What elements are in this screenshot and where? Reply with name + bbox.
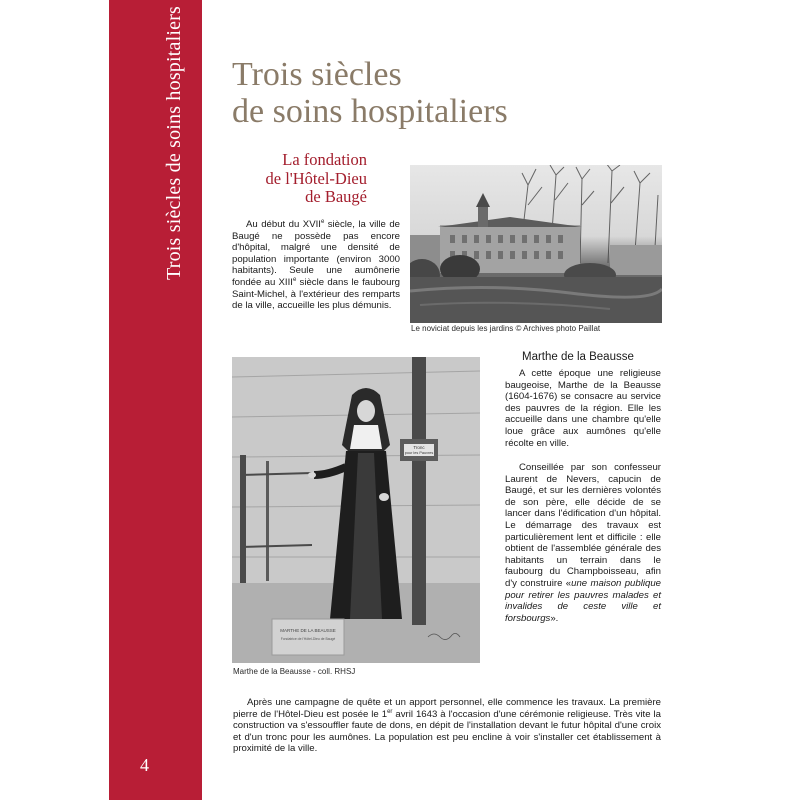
noviciat-photo [410, 165, 662, 323]
marthe-paragraph-1: A cette époque une religieuse baugeoise, Marthe de la Beausse (1604-1676) se consacre au service des pauvres de la région. Elle les accueille dans une chambre qu'elle loue grâce aux aumônes qu'elle récolte en ville. [505, 368, 661, 449]
section-title-line3: de Baugé [305, 187, 367, 206]
marthe-paragraph-2-end: ». [550, 612, 559, 624]
intro-text-3: siècle dans le faubourg Saint-Michel, à l'extérieur des remparts de la ville, accueille les plus démunis. [232, 276, 400, 312]
portrait-card-line1: MARTHE DE LA BEAUSSE [280, 628, 336, 633]
noviciat-photo-drawing [410, 165, 662, 323]
closing-text-1: Après une campagne de quête et un apport personnel, elle commence les travaux. La première pierre de l'Hôtel-Dieu est posée le 1 [233, 697, 661, 720]
marthe-paragraph-2 [505, 462, 661, 624]
closing-paragraph [233, 697, 661, 755]
sidebar-title-text: Trois siècles de soins hospitaliers [163, 5, 185, 280]
intro-paragraph [232, 219, 400, 312]
portrait-card-line2: Fondatrice de l'Hôtel-Dieu de Baugé [280, 637, 336, 641]
marthe-portrait-drawing [232, 357, 480, 663]
box-label-line2: pour les Pauvres [404, 451, 434, 455]
sidebar-title [133, 0, 185, 290]
marthe-portrait [232, 357, 480, 663]
intro-sup-2: e [292, 276, 297, 283]
page-title-line1: Trois siècles [232, 56, 402, 93]
intro-sup-1: e [320, 218, 325, 225]
page-title [232, 56, 508, 130]
section-title-line1: La fondation [282, 150, 367, 169]
marthe-paragraph-2-text: Conseillée par son confesseur Laurent de Nevers, capucin de Baugé, et sur les dernières volontés de son père, elle décide de se lancer dans l'édification d'un hôpital. Le démarrage des travaux est particulièrement lent et difficile : elle obtient de l'assemblée générale des habitants un terrain dans le faubourg du Champboisseau, afin d'y construire « [505, 462, 661, 589]
intro-text-2: siècle, la ville de Baugé ne possède pas encore d'hôpital, malgré une densité de population importante (environ 3000 habitants). Seule une aumônerie fondée au XIII [232, 219, 400, 288]
marthe-paragraph-2-quote: une maison publique pour retirer les pauvres malades et invalides de ceste ville et forsbourgs [505, 577, 661, 624]
closing-sup: er [387, 708, 393, 715]
noviciat-caption: Le noviciat depuis les jardins © Archives photo Paillat [411, 324, 601, 333]
section-title [247, 151, 367, 207]
closing-text-2: avril 1643 à l'occasion d'une cérémonie religieuse. Très vite la construction va s'essouffler faute de dons, en dépit de l'installation devant le futur hôpital d'une croix et d'un tronc pour les aumônes. La population est peu encline à voir s'installer cet établissement à proximité de la ville. [233, 708, 661, 755]
intro-text-1: Au début du XVII [246, 219, 321, 230]
marthe-caption: Marthe de la Beausse - coll. RHSJ [233, 667, 356, 676]
section-title-line2: de l'Hôtel-Dieu [265, 168, 367, 188]
box-label-line1: Tronc [413, 445, 425, 450]
marthe-subtitle: Marthe de la Beausse [522, 351, 634, 363]
page-title-line2: de soins hospitaliers [232, 93, 508, 130]
page-number: 4 [140, 755, 149, 775]
